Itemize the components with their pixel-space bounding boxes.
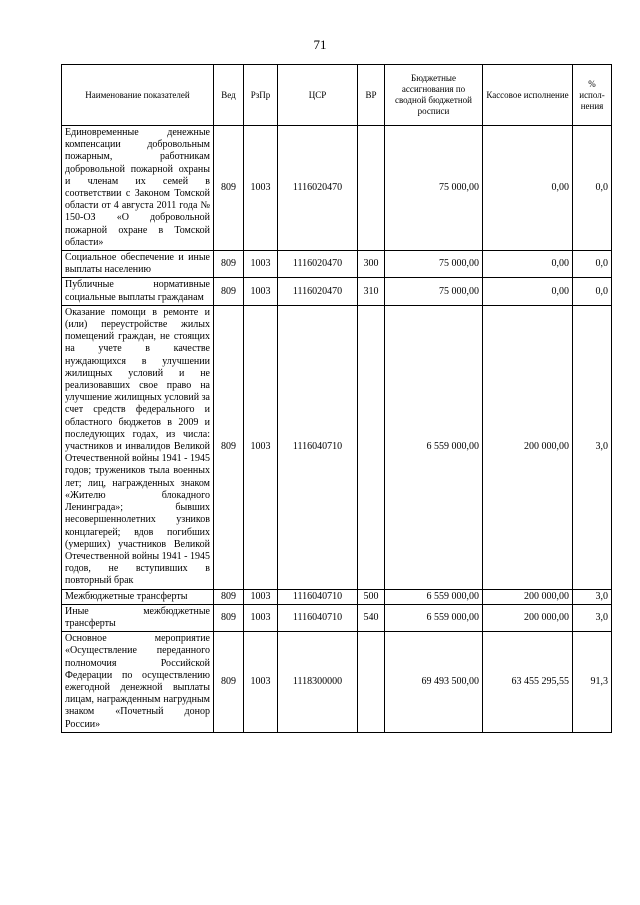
row-pct: 3,0 <box>573 305 612 589</box>
row-rzpr: 1003 <box>244 632 278 733</box>
row-name: Социальное обеспечение и иные выплаты населению <box>62 251 214 278</box>
row-vr: 540 <box>358 604 385 631</box>
row-csr: 1116040710 <box>278 589 358 604</box>
table-header-row <box>62 65 612 126</box>
row-csr: 1116040710 <box>278 604 358 631</box>
row-cash: 63 455 295,55 <box>483 632 573 733</box>
row-csr: 1116020470 <box>278 278 358 305</box>
row-pct: 91,3 <box>573 632 612 733</box>
row-ved: 809 <box>214 632 244 733</box>
row-cash: 0,00 <box>483 251 573 278</box>
row-rzpr: 1003 <box>244 589 278 604</box>
row-ved: 809 <box>214 126 244 251</box>
table-row <box>62 632 612 733</box>
row-cash: 0,00 <box>483 126 573 251</box>
row-pct: 3,0 <box>573 589 612 604</box>
header-ved: Вед <box>214 65 244 126</box>
row-rzpr: 1003 <box>244 604 278 631</box>
row-vr <box>358 126 385 251</box>
row-budget: 6 559 000,00 <box>385 305 483 589</box>
table-row <box>62 589 612 604</box>
row-csr: 1116020470 <box>278 251 358 278</box>
row-rzpr: 1003 <box>244 305 278 589</box>
row-cash: 200 000,00 <box>483 305 573 589</box>
row-vr <box>358 632 385 733</box>
row-vr: 500 <box>358 589 385 604</box>
row-name: Единовременные денежные компенсации добровольным пожарным, работникам добровольной пожарной охраны и членам их семей в соответствии с Законом Томской области от 4 августа 2011 года № 150-ОЗ «О добровольной пожарной охране в Томской области» <box>62 126 214 251</box>
row-rzpr: 1003 <box>244 278 278 305</box>
row-rzpr: 1003 <box>244 126 278 251</box>
header-cash: Кассовое исполнение <box>483 65 573 126</box>
row-ved: 809 <box>214 305 244 589</box>
header-vr: ВР <box>358 65 385 126</box>
table-row <box>62 251 612 278</box>
row-ved: 809 <box>214 251 244 278</box>
row-name: Иные межбюджетные трансферты <box>62 604 214 631</box>
row-pct: 3,0 <box>573 604 612 631</box>
row-csr: 1118300000 <box>278 632 358 733</box>
row-ved: 809 <box>214 278 244 305</box>
row-name: Оказание помощи в ремонте и (или) переустройстве жилых помещений граждан, не стоящих на учете в качестве нуждающихся в улучшении жилищных условий и не реализовавших свое право на улучшение жилищных условий за счет средств федерального и областного бюджетов в 2009 и последующих годах, из числа: участников и инвалидов Великой Отечественной войны 1941 - 1945 годов; тружеников тыла военных лет; лиц, награжденных знаком «Жителю блокадного Ленинграда»; бывших несовершеннолетних узников концлагерей; вдов погибших (умерших) участников Великой Отечественной войны 1941 - 1945 годов, не вступивших в повторный брак <box>62 305 214 589</box>
row-name: Межбюджетные трансферты <box>62 589 214 604</box>
table-row <box>62 305 612 589</box>
table-row <box>62 278 612 305</box>
row-cash: 200 000,00 <box>483 604 573 631</box>
row-vr: 300 <box>358 251 385 278</box>
row-pct: 0,0 <box>573 126 612 251</box>
header-pct: % испол-нения <box>573 65 612 126</box>
row-budget: 75 000,00 <box>385 251 483 278</box>
row-ved: 809 <box>214 589 244 604</box>
row-pct: 0,0 <box>573 251 612 278</box>
row-name: Основное мероприятие «Осуществление переданного полномочия Российской Федерации по осуществлению ежегодной денежной выплаты лицам, награжденным нагрудным знаком «Почетный донор России» <box>62 632 214 733</box>
row-budget: 75 000,00 <box>385 278 483 305</box>
row-cash: 0,00 <box>483 278 573 305</box>
row-cash: 200 000,00 <box>483 589 573 604</box>
row-ved: 809 <box>214 604 244 631</box>
row-pct: 0,0 <box>573 278 612 305</box>
row-vr <box>358 305 385 589</box>
row-budget: 6 559 000,00 <box>385 589 483 604</box>
header-budget: Бюджетные ассигнования по сводной бюджетной росписи <box>385 65 483 126</box>
header-name: Наименование показателей <box>62 65 214 126</box>
row-csr: 1116020470 <box>278 126 358 251</box>
page-number: 71 <box>313 37 327 52</box>
budget-table <box>61 64 612 733</box>
row-budget: 6 559 000,00 <box>385 604 483 631</box>
header-rzpr: РзПр <box>244 65 278 126</box>
header-csr: ЦСР <box>278 65 358 126</box>
row-budget: 75 000,00 <box>385 126 483 251</box>
table-row <box>62 604 612 631</box>
row-vr: 310 <box>358 278 385 305</box>
row-name: Публичные нормативные социальные выплаты гражданам <box>62 278 214 305</box>
row-rzpr: 1003 <box>244 251 278 278</box>
row-budget: 69 493 500,00 <box>385 632 483 733</box>
row-csr: 1116040710 <box>278 305 358 589</box>
table-row <box>62 126 612 251</box>
